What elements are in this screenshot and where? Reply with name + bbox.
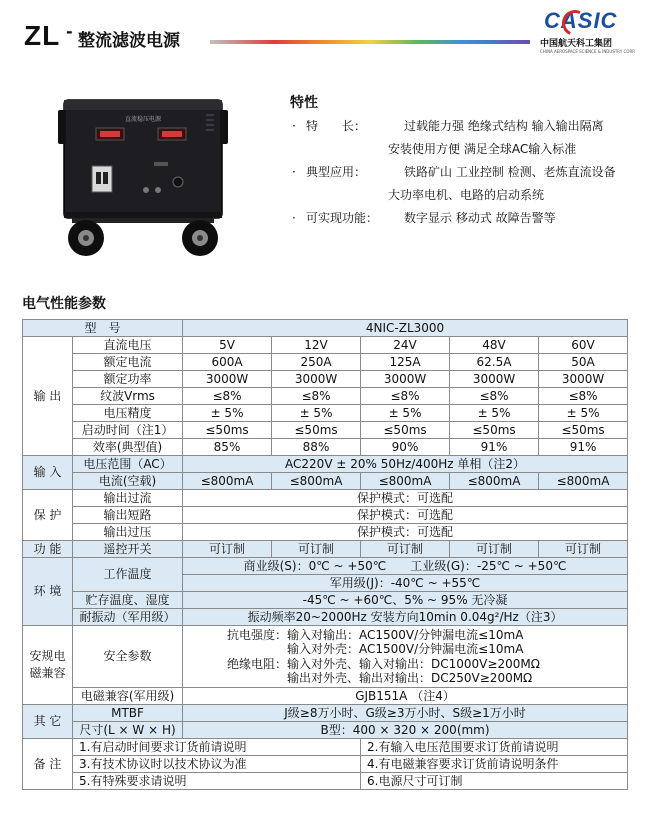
table-cell: 可订制 bbox=[361, 541, 450, 558]
table-cell: 额定电流 bbox=[73, 354, 183, 371]
table-cell: 6.电源尺寸可订制 bbox=[361, 773, 628, 790]
table-cell: 安全参数 bbox=[73, 626, 183, 688]
table-cell: ≤800mA bbox=[450, 473, 539, 490]
table-row bbox=[23, 688, 628, 705]
table-cell: 91% bbox=[539, 439, 628, 456]
feature-label: 可实现功能： bbox=[306, 211, 379, 225]
table-cell: 12V bbox=[272, 337, 361, 354]
page-header bbox=[0, 0, 650, 60]
table-cell: 2.有输入电压范围要求订货前请说明 bbox=[361, 739, 628, 756]
text-line: · bbox=[292, 165, 296, 179]
table-cell: ≤8% bbox=[183, 388, 272, 405]
table-cell: 电磁兼容(军用级) bbox=[73, 688, 183, 705]
table-cell: 电压范围（AC） bbox=[73, 456, 183, 473]
product-image bbox=[58, 90, 228, 260]
table-cell: GJB151A （注4） bbox=[183, 688, 628, 705]
feature-line: 铁路矿山 工业控制 检测、老炼直流设备 bbox=[404, 165, 616, 179]
table-cell: ± 5% bbox=[183, 405, 272, 422]
table-row bbox=[23, 541, 628, 558]
table-cell: 输出过流 bbox=[73, 490, 183, 507]
table-row bbox=[23, 473, 628, 490]
table-cell: ≤800mA bbox=[539, 473, 628, 490]
table-cell: AC220V ± 20% 50Hz/400Hz 单相（注2） bbox=[183, 456, 628, 473]
table-cell: 5.有特殊要求请说明 bbox=[73, 773, 361, 790]
table-cell: 振动频率20~2000Hz 安装方向10min 0.04g²/Hz（注3） bbox=[183, 609, 628, 626]
table-cell: 3000W bbox=[183, 371, 272, 388]
table-cell: 效率(典型值) bbox=[73, 439, 183, 456]
table-cell: 3000W bbox=[539, 371, 628, 388]
group-protect: 保 护 bbox=[23, 490, 73, 541]
table-cell: ± 5% bbox=[539, 405, 628, 422]
table-row bbox=[23, 705, 628, 722]
table-cell: ≤50ms bbox=[272, 422, 361, 439]
feature-label: 典型应用： bbox=[306, 165, 367, 179]
table-cell: ≤800mA bbox=[183, 473, 272, 490]
table-cell: 贮存温度、湿度 bbox=[73, 592, 183, 609]
table-cell: 62.5A bbox=[450, 354, 539, 371]
table-cell: ± 5% bbox=[272, 405, 361, 422]
spec-table bbox=[22, 319, 628, 790]
table-row bbox=[23, 354, 628, 371]
power-supply-cabinet-icon bbox=[58, 90, 228, 260]
text-line: 抗电强度：输入对输出：AC1500V/分钟漏电流≤10mA bbox=[227, 627, 524, 642]
casic-logo bbox=[540, 8, 640, 58]
table-cell: ≤50ms bbox=[183, 422, 272, 439]
feature-line: 安装使用方便 满足全球AC输入标准 bbox=[388, 142, 577, 156]
group-output: 输 出 bbox=[23, 337, 73, 456]
table-cell: 可订制 bbox=[272, 541, 361, 558]
table-cell: 可订制 bbox=[183, 541, 272, 558]
table-cell: 5V bbox=[183, 337, 272, 354]
feature-strength bbox=[292, 118, 604, 134]
table-cell: ≤8% bbox=[272, 388, 361, 405]
features-title: 特性 bbox=[290, 95, 318, 111]
table-cell: 保护模式：可选配 bbox=[183, 507, 628, 524]
table-row bbox=[23, 337, 628, 354]
table-cell: 60V bbox=[539, 337, 628, 354]
table-cell: 遥控开关 bbox=[73, 541, 183, 558]
section-title: 电气性能参数 bbox=[22, 296, 106, 312]
table-cell: ≤800mA bbox=[272, 473, 361, 490]
logo-chinese-name: 中国航天科工集团 bbox=[540, 39, 613, 49]
text-line: · bbox=[292, 119, 296, 133]
table-cell: 工作温度 bbox=[73, 558, 183, 592]
table-cell: ≤50ms bbox=[539, 422, 628, 439]
table-cell: 纹波Vrms bbox=[73, 388, 183, 405]
table-cell: ≤50ms bbox=[450, 422, 539, 439]
group-other: 其 它 bbox=[23, 705, 73, 739]
wheel-icon bbox=[68, 220, 104, 256]
table-cell: 3000W bbox=[361, 371, 450, 388]
text-line: · bbox=[292, 211, 296, 225]
table-cell: 直流电压 bbox=[73, 337, 183, 354]
table-cell: 3000W bbox=[272, 371, 361, 388]
table-row bbox=[23, 439, 628, 456]
table-cell: 电流(空载) bbox=[73, 473, 183, 490]
feature-line: 大功率电机、电路的启动系统 bbox=[388, 188, 545, 202]
table-row bbox=[23, 592, 628, 609]
table-cell: ≤8% bbox=[361, 388, 450, 405]
table-cell: 50A bbox=[539, 354, 628, 371]
feature-line: 过载能力强 绝缘式结构 输入输出隔离 bbox=[404, 119, 604, 133]
table-row bbox=[23, 722, 628, 739]
text-line: 输入对外壳：AC1500V/分钟漏电流≤10mA bbox=[227, 642, 524, 656]
table-cell: 输出过压 bbox=[73, 524, 183, 541]
table-cell: 尺寸(L × W × H) bbox=[73, 722, 183, 739]
group-input: 输 入 bbox=[23, 456, 73, 490]
table-cell: 24V bbox=[361, 337, 450, 354]
table-cell: 启动时间（注1） bbox=[73, 422, 183, 439]
table-row bbox=[23, 388, 628, 405]
feature-label: 特 长： bbox=[306, 119, 367, 133]
table-row bbox=[23, 490, 628, 507]
logo-english-name: CHINA AEROSPACE SCIENCE & INDUSTRY CORP. bbox=[540, 49, 636, 54]
table-cell: -45℃ ~ +60℃、5% ~ 95% 无冷凝 bbox=[183, 592, 628, 609]
table-cell: 91% bbox=[450, 439, 539, 456]
table-cell: 可订制 bbox=[450, 541, 539, 558]
table-cell: 输出短路 bbox=[73, 507, 183, 524]
feature-application bbox=[292, 164, 616, 180]
table-cell: 1.有启动时间要求订货前请说明 bbox=[73, 739, 361, 756]
table-cell: B型：400 × 320 × 200(mm) bbox=[183, 722, 628, 739]
table-row bbox=[23, 456, 628, 473]
panel-title: 直流稳压电源 bbox=[124, 116, 162, 123]
table-row bbox=[23, 609, 628, 626]
model-label: 型 号 bbox=[23, 320, 183, 337]
group-notes: 备 注 bbox=[23, 739, 73, 790]
feature-functions bbox=[292, 210, 556, 226]
table-cell: 3.有技术协议时以技术协议为准 bbox=[73, 756, 361, 773]
group-func: 功 能 bbox=[23, 541, 73, 558]
table-cell: 90% bbox=[361, 439, 450, 456]
table-row bbox=[23, 524, 628, 541]
model-value: 4NIC-ZL3000 bbox=[183, 320, 628, 337]
table-cell: ≤800mA bbox=[361, 473, 450, 490]
table-row bbox=[23, 739, 628, 756]
safety-params bbox=[183, 626, 628, 688]
table-row bbox=[23, 405, 628, 422]
table-row bbox=[23, 558, 628, 575]
page-title: 整流滤波电源 bbox=[78, 31, 180, 51]
table-cell: 600A bbox=[183, 354, 272, 371]
table-row bbox=[23, 507, 628, 524]
feature-line: 数字显示 移动式 故障告警等 bbox=[404, 211, 556, 225]
logo-wordmark: CASIC bbox=[544, 8, 618, 33]
table-cell: 4.有电磁兼容要求订货前请说明条件 bbox=[361, 756, 628, 773]
text-line: 绝缘电阻：输入对外壳、输入对输出：DC1000V≥200MΩ bbox=[227, 656, 540, 671]
table-cell: 可订制 bbox=[539, 541, 628, 558]
table-cell: 耐振动（军用级） bbox=[73, 609, 183, 626]
table-cell: 电压精度 bbox=[73, 405, 183, 422]
text-line: 输出对外壳、输出对输出：DC250V≥200MΩ bbox=[227, 671, 533, 685]
title-dash: - bbox=[66, 22, 73, 41]
table-cell: ± 5% bbox=[361, 405, 450, 422]
table-cell: 250A bbox=[272, 354, 361, 371]
table-cell: 3000W bbox=[450, 371, 539, 388]
group-env: 环 境 bbox=[23, 558, 73, 626]
table-cell: 88% bbox=[272, 439, 361, 456]
title-zl: ZL bbox=[24, 20, 61, 51]
table-cell: 保护模式：可选配 bbox=[183, 490, 628, 507]
table-cell: MTBF bbox=[73, 705, 183, 722]
table-cell: ≤8% bbox=[539, 388, 628, 405]
table-cell: 保护模式：可选配 bbox=[183, 524, 628, 541]
table-cell: ± 5% bbox=[450, 405, 539, 422]
table-row bbox=[23, 773, 628, 790]
table-row bbox=[23, 626, 628, 688]
table-cell: 85% bbox=[183, 439, 272, 456]
table-cell: 125A bbox=[361, 354, 450, 371]
table-row bbox=[23, 422, 628, 439]
table-cell: 额定功率 bbox=[73, 371, 183, 388]
table-cell: J级≥8万小时、G级≥3万小时、S级≥1万小时 bbox=[183, 705, 628, 722]
table-cell: 48V bbox=[450, 337, 539, 354]
table-cell: ≤8% bbox=[450, 388, 539, 405]
table-row bbox=[23, 320, 628, 337]
table-cell: 军用级(J)：-40℃ ~ +55℃ bbox=[183, 575, 628, 592]
table-cell: 商业级(S)：0℃ ~ +50℃ 工业级(G)：-25℃ ~ +50℃ bbox=[183, 558, 628, 575]
table-row bbox=[23, 756, 628, 773]
group-emc: 安规电磁兼容 bbox=[23, 626, 73, 705]
rainbow-divider bbox=[210, 40, 530, 44]
table-row bbox=[23, 371, 628, 388]
table-cell: ≤50ms bbox=[361, 422, 450, 439]
